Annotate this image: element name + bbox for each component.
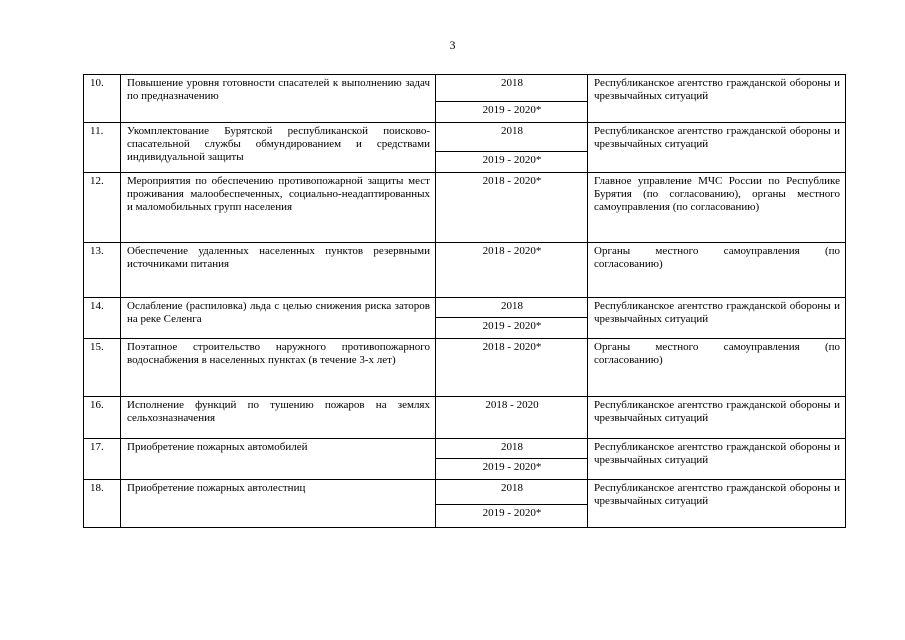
executor-cell: Органы местного самоуправления (по согласованию) bbox=[588, 243, 846, 298]
period-cell: 2018 - 2020* bbox=[436, 173, 588, 243]
measure-name: Приобретение пожарных автолестниц bbox=[121, 480, 436, 528]
period-cell: 2018 bbox=[436, 439, 588, 459]
period-cell: 2019 - 2020* bbox=[436, 102, 588, 123]
table-row bbox=[84, 397, 846, 439]
executor-cell: Республиканское агентство гражданской обороны и чрезвычайных ситуаций bbox=[588, 439, 846, 480]
row-number: 13. bbox=[84, 243, 121, 298]
measure-name: Исполнение функций по тушению пожаров на землях сельхозназначения bbox=[121, 397, 436, 439]
table-row bbox=[84, 173, 846, 243]
measure-name: Обеспечение удаленных населенных пунктов резервными источниками питания bbox=[121, 243, 436, 298]
row-number: 17. bbox=[84, 439, 121, 480]
executor-cell: Главное управление МЧС России по Республике Бурятия (по согласованию), органы местного самоуправления (по согласованию) bbox=[588, 173, 846, 243]
measure-name: Приобретение пожарных автомобилей bbox=[121, 439, 436, 480]
period-cell: 2019 - 2020* bbox=[436, 318, 588, 339]
period-cell: 2018 bbox=[436, 480, 588, 505]
table-row bbox=[84, 480, 846, 505]
period-cell: 2018 bbox=[436, 75, 588, 102]
executor-cell: Республиканское агентство гражданской обороны и чрезвычайных ситуаций bbox=[588, 75, 846, 123]
table-row bbox=[84, 123, 846, 152]
measure-name: Повышение уровня готовности спасателей к выполнению задач по предназначению bbox=[121, 75, 436, 123]
row-number: 11. bbox=[84, 123, 121, 173]
page-number: 3 bbox=[449, 38, 456, 52]
measure-name: Укомплектование Бурятской республиканской поисково-спасательной службы обмундированием и средствами индивидуальной защиты bbox=[121, 123, 436, 173]
period-cell: 2019 - 2020* bbox=[436, 459, 588, 480]
period-cell: 2019 - 2020* bbox=[436, 505, 588, 528]
measure-name: Мероприятия по обеспечению противопожарной защиты мест проживания малообеспеченных, социально-неадаптированных и маломобильных групп населения bbox=[121, 173, 436, 243]
measures-table bbox=[83, 74, 846, 528]
period-cell: 2018 - 2020* bbox=[436, 339, 588, 397]
table-row bbox=[84, 439, 846, 459]
table-row bbox=[84, 243, 846, 298]
period-cell: 2018 bbox=[436, 298, 588, 318]
row-number: 16. bbox=[84, 397, 121, 439]
table-row bbox=[84, 339, 846, 397]
row-number: 10. bbox=[84, 75, 121, 123]
executor-cell: Республиканское агентство гражданской обороны и чрезвычайных ситуаций bbox=[588, 123, 846, 173]
row-number: 15. bbox=[84, 339, 121, 397]
period-cell: 2018 - 2020* bbox=[436, 243, 588, 298]
period-cell: 2018 - 2020 bbox=[436, 397, 588, 439]
row-number: 18. bbox=[84, 480, 121, 528]
period-cell: 2019 - 2020* bbox=[436, 152, 588, 173]
table-row bbox=[84, 75, 846, 102]
executor-cell: Республиканское агентство гражданской обороны и чрезвычайных ситуаций bbox=[588, 480, 846, 528]
measure-name: Поэтапное строительство наружного противопожарного водоснабжения в населенных пунктах (в течение 3-х лет) bbox=[121, 339, 436, 397]
row-number: 14. bbox=[84, 298, 121, 339]
row-number: 12. bbox=[84, 173, 121, 243]
period-cell: 2018 bbox=[436, 123, 588, 152]
table-row bbox=[84, 298, 846, 318]
executor-cell: Республиканское агентство гражданской обороны и чрезвычайных ситуаций bbox=[588, 397, 846, 439]
executor-cell: Республиканское агентство гражданской обороны и чрезвычайных ситуаций bbox=[588, 298, 846, 339]
executor-cell: Органы местного самоуправления (по согласованию) bbox=[588, 339, 846, 397]
measure-name: Ослабление (распиловка) льда с целью снижения риска заторов на реке Селенга bbox=[121, 298, 436, 339]
